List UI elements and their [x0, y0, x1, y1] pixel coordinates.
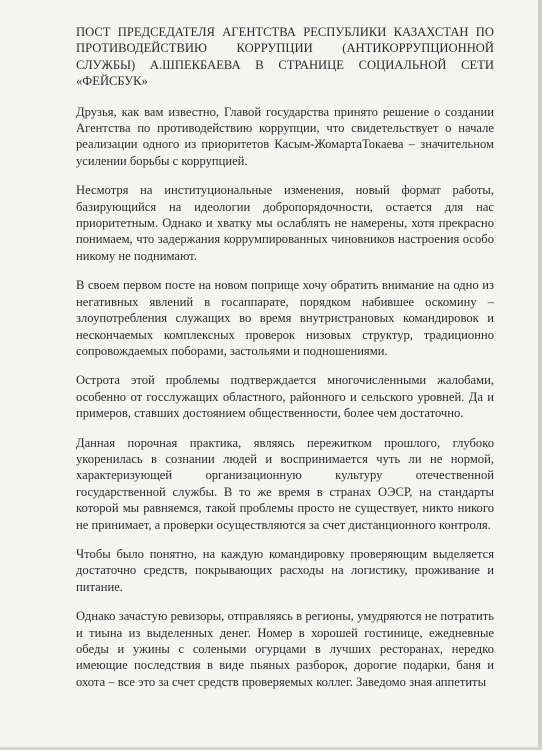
paragraph-1: Друзья, как вам известно, Главой государства принято решение о создании Агентства по противодействию коррупции, что свидетельствует о начале реализации одного из приоритетов Касым-ЖомартаТокаева – значительном усилении борьбы с коррупцией. [76, 104, 494, 168]
paragraph-6: Чтобы было понятно, на каждую командировку проверяющим выделяется достаточно средств, покрывающих расходы на логистику, проживание и питание. [76, 546, 494, 594]
paragraph-3: В своем первом посте на новом поприще хочу обратить внимание на одно из негативных явлений в госаппарате, порядком набившее оскомину – злоупотребления служащих во время внутристрановых командировок и нескончаемых комплексных проверок низовых структур, традиционно сопровождаемых поборами, застольями и подношениями. [76, 278, 494, 358]
paragraph-5: Данная порочная практика, являясь пережитком прошлого, глубоко укоренилась в сознании людей и воспринимается чуть ли не нормой, характеризующей организационную культуру отечественной государственной службы. В то же время в странах ОЭСР, на стандарты которой мы равняемся, такой проблемы просто не существует, никто никого не принимает, а проверки осуществляются за счет дистанционного контроля. [76, 435, 494, 532]
document-body [76, 24, 494, 690]
page-edge-shadow [538, 0, 542, 750]
document-title: ПОСТ ПРЕДСЕДАТЕЛЯ АГЕНТСТВА РЕСПУБЛИКИ КАЗАХСТАН ПО ПРОТИВОДЕЙСТВИЮ КОРРУПЦИИ (АНТИКОРРУПЦИОННОЙ СЛУЖБЫ) А.ШПЕКБАЕВА В СТРАНИЦЕ СОЦИАЛЬНОЙ СЕТИ «ФЕЙСБУК» [76, 25, 494, 89]
paragraph-2: Несмотря на институциональные изменения, новый формат работы, базирующийся на идеологии добропорядочности, остается для нас приоритетным. Однако и хватку мы ослаблять не намерены, хотя прекрасно понимаем, что задержания коррумпированных чиновников настроения особо никому не поднимают. [76, 183, 494, 263]
paragraph-4: Острота этой проблемы подтверждается многочисленными жалобами, особенно от госслужащих областного, районного и сельского уровней. Да и примеров, ставших достоянием общественности, более чем достаточно. [76, 373, 494, 421]
paragraph-7: Однако зачастую ревизоры, отправляясь в регионы, умудряются не потратить и тиына из выделенных денег. Номер в хорошей гостинице, ежедневные обеды и ужины с солеными огурцами в лучших ресторанах, нередко имеющие последствия в виде пьяных разборок, дорогие подарки, баня и охота – все это за счет средств проверяемых коллег. Заведомо зная аппетиты [76, 609, 494, 689]
